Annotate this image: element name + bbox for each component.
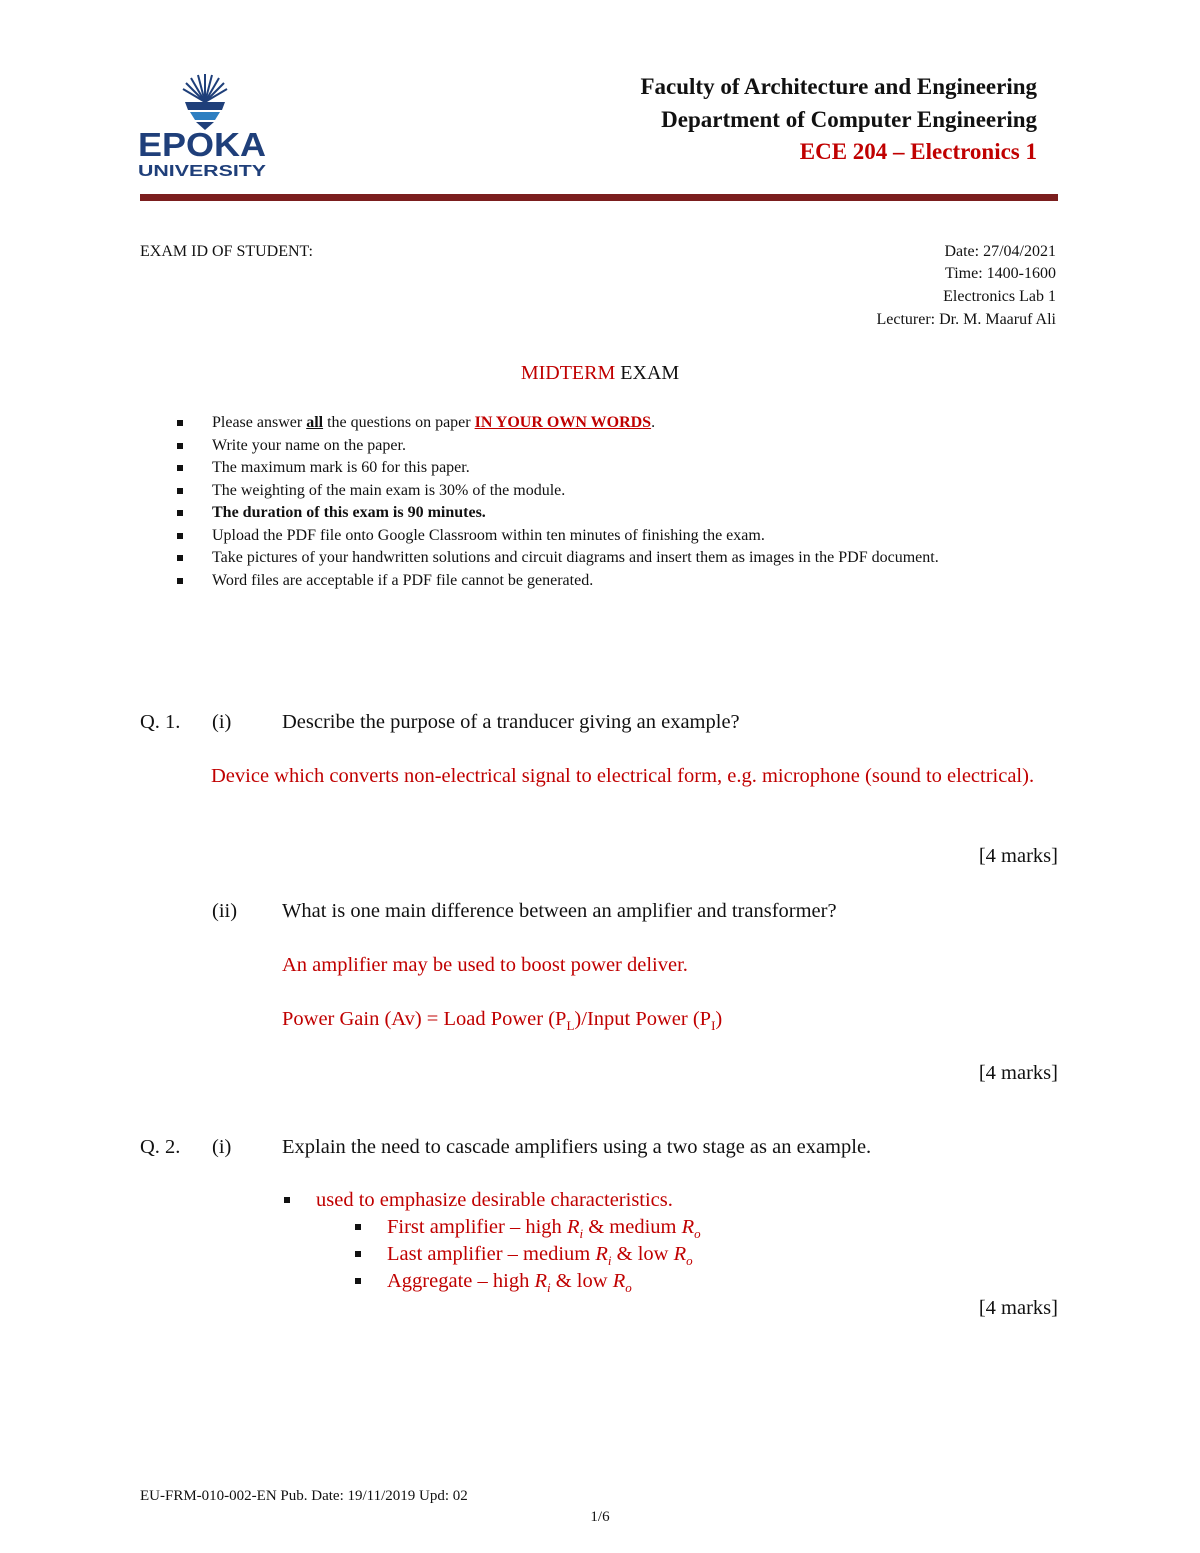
form-reference: EU-FRM-010-002-EN Pub. Date: 19/11/2019 Upd: 02 [140, 1488, 468, 1504]
bullet-icon [177, 555, 183, 561]
exam-location: Electronics Lab 1 [943, 288, 1056, 305]
subscript: i [579, 1226, 584, 1242]
bullet-icon [177, 510, 183, 516]
resistance-symbol: R [612, 1270, 626, 1292]
bullet-icon [355, 1278, 361, 1284]
marks-label: [4 marks] [978, 845, 1058, 867]
bullet-icon [177, 578, 183, 584]
resistance-symbol: R [595, 1243, 608, 1265]
answer-bullet: used to emphasize desirable characteristics. [316, 1189, 673, 1211]
instruction-text: Take pictures of your handwritten solutions and circuit diagrams and insert them as images in the PDF document. [212, 549, 939, 566]
instruction-item [172, 502, 1058, 525]
exam-title-midterm: MIDTERM [520, 362, 616, 384]
subscript: o [686, 1253, 693, 1269]
logo-wordmark: EPOKA [138, 126, 266, 163]
subscript: o [625, 1280, 632, 1296]
question-text: Describe the purpose of a tranducer giving an example? [282, 711, 740, 733]
formula-text: )/Input Power (P [574, 1008, 712, 1030]
instruction-item [172, 480, 1058, 503]
instructions-list [172, 412, 1058, 592]
instruction-text: The weighting of the main exam is 30% of the module. [212, 481, 566, 499]
course-title: ECE 204 – Electronics 1 [799, 139, 1037, 164]
instruction-text-bold: The duration of this exam is 90 minutes. [212, 504, 486, 521]
answer-text: & low [611, 1243, 674, 1265]
instruction-text: Word files are acceptable if a PDF file cannot be generated. [212, 571, 594, 589]
instruction-text: . [651, 414, 656, 431]
sunburst-emblem-icon [183, 74, 227, 130]
question-part-number: (i) [212, 711, 232, 733]
answer-formula [282, 1008, 722, 1034]
instruction-text: The maximum mark is 60 for this paper. [212, 459, 470, 476]
resistance-symbol: R [566, 1216, 580, 1238]
question-text: What is one main difference between an amplifier and transformer? [282, 900, 837, 922]
resistance-symbol: R [673, 1243, 687, 1265]
answer-subbullet [387, 1216, 701, 1242]
instruction-item [172, 457, 1058, 480]
epoka-university-logo [138, 68, 268, 180]
instruction-item [172, 412, 1058, 435]
answer-text: First amplifier – high [387, 1216, 567, 1238]
instruction-text: Please answer [212, 414, 307, 431]
resistance-symbol: R [681, 1216, 695, 1238]
bullet-icon [284, 1197, 290, 1203]
instruction-emphasis: all [306, 414, 324, 431]
marks-label: [4 marks] [978, 1297, 1058, 1319]
bullet-icon [355, 1224, 361, 1230]
bullet-icon [177, 488, 183, 494]
question-text: Explain the need to cascade amplifiers using a two stage as an example. [282, 1136, 872, 1158]
exam-date: Date: 27/04/2021 [944, 243, 1056, 260]
instruction-item [172, 525, 1058, 548]
instruction-item [172, 435, 1058, 458]
instruction-text: the questions on paper [323, 414, 475, 431]
exam-title [0, 362, 1200, 385]
formula-text: Power Gain (Av) = Load Power (P [282, 1008, 567, 1030]
header-divider [140, 194, 1058, 201]
exam-id-label: EXAM ID OF STUDENT: [140, 243, 313, 260]
question-number: Q. 2. [140, 1136, 181, 1158]
instruction-text: Write your name on the paper. [212, 436, 406, 454]
question-part-number: (ii) [212, 900, 238, 922]
answer-subbullet [387, 1270, 632, 1296]
answer-text: Aggregate – high [387, 1270, 535, 1292]
resistance-symbol: R [534, 1270, 547, 1292]
answer-text: Device which converts non-electrical signal to electrical form, e.g. microphone (sound to electrical). [211, 765, 1035, 787]
formula-text: ) [715, 1008, 723, 1030]
instruction-text: Upload the PDF file onto Google Classroom within ten minutes of finishing the exam. [212, 526, 765, 544]
logo-subtitle: UNIVERSITY [138, 163, 267, 180]
formula-subscript: I [711, 1018, 716, 1034]
marks-label: [4 marks] [978, 1062, 1058, 1084]
subscript: i [546, 1280, 551, 1296]
answer-text: An amplifier may be used to boost power deliver. [282, 954, 688, 976]
answer-text: & medium [583, 1216, 682, 1238]
exam-time: Time: 1400-1600 [945, 265, 1056, 282]
lecturer-name: Lecturer: Dr. M. Maaruf Ali [876, 311, 1056, 328]
bullet-icon [177, 443, 183, 449]
question-number: Q. 1. [140, 711, 181, 733]
bullet-icon [177, 465, 183, 471]
answer-subbullet [387, 1243, 693, 1269]
instruction-item [172, 547, 1058, 570]
bullet-icon [177, 420, 183, 426]
formula-subscript: L [566, 1018, 575, 1034]
answer-text: Last amplifier – medium [387, 1243, 596, 1265]
instruction-emphasis-red: IN YOUR OWN WORDS [474, 414, 652, 431]
question-part-number: (i) [212, 1136, 232, 1158]
department-name: Department of Computer Engineering [661, 107, 1037, 132]
bullet-icon [177, 533, 183, 539]
subscript: o [694, 1226, 701, 1242]
page-number: 1/6 [590, 1509, 610, 1525]
instruction-item [172, 570, 1058, 593]
faculty-name: Faculty of Architecture and Engineering [640, 74, 1037, 99]
subscript: i [607, 1253, 612, 1269]
bullet-icon [355, 1251, 361, 1257]
exam-title-exam: EXAM [615, 362, 680, 384]
answer-text: & low [550, 1270, 613, 1292]
